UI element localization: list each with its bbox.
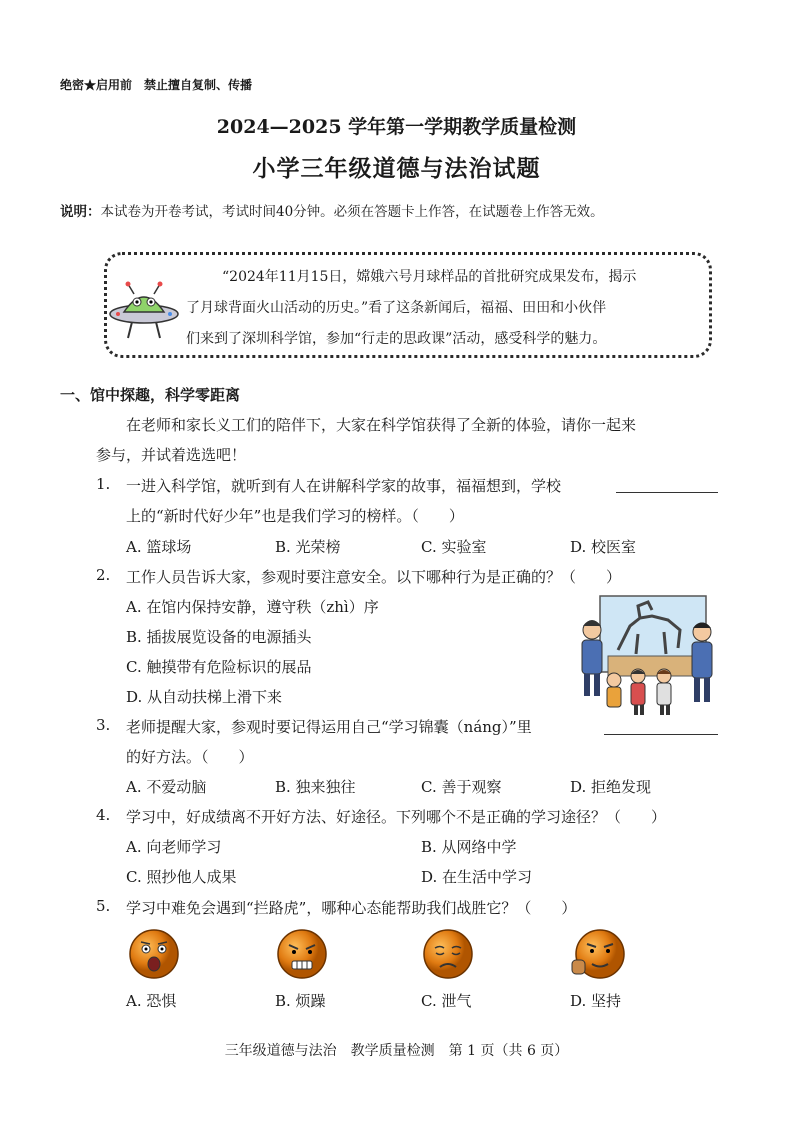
option-c[interactable]: C. 泄气 <box>421 992 472 1010</box>
option-d[interactable]: D. 坚持 <box>570 992 622 1010</box>
option-d[interactable]: D. 拒绝发现 <box>570 778 652 796</box>
museum-visit-illustration <box>578 590 718 720</box>
question-stem: 上的“新时代好少年”也是我们学习的榜样。（ ） <box>126 507 464 525</box>
discouraged-face-icon[interactable] <box>422 928 474 980</box>
option-d[interactable]: D. 校医室 <box>570 538 637 556</box>
section-intro-line: 参与，并试着选选吧！ <box>96 446 247 464</box>
question-number: 2. <box>96 566 111 584</box>
question-number: 1. <box>96 475 111 493</box>
question-number: 5. <box>96 897 111 915</box>
confidential-note: 绝密★启用前 禁止擅自复制、传播 <box>60 78 253 92</box>
option-d[interactable]: D. 从自动扶梯上滑下来 <box>126 688 283 706</box>
fearful-face-icon[interactable] <box>128 928 180 980</box>
option-b[interactable]: B. 从网络中学 <box>421 838 517 856</box>
determined-face-icon[interactable] <box>570 924 626 980</box>
instructions-label: 说明： <box>60 204 101 220</box>
irritated-face-icon[interactable] <box>276 928 328 980</box>
option-d[interactable]: D. 在生活中学习 <box>421 868 533 886</box>
answer-blank[interactable] <box>604 734 718 735</box>
instructions <box>60 200 604 220</box>
option-c[interactable]: C. 实验室 <box>421 538 487 556</box>
story-line: 了月球背面火山活动的历史。”看了这条新闻后，福福、田田和小伙伴 <box>186 300 607 316</box>
question-stem: 学习中难免会遇到“拦路虎”，哪种心态能帮助我们战胜它？（ ） <box>126 899 577 917</box>
option-a[interactable]: A. 在馆内保持安静，遵守秩（zhì）序 <box>126 598 379 616</box>
story-line: “2024年11月15日，嫦娥六号月球样品的首批研究成果发布，揭示 <box>222 269 637 285</box>
question-stem: 学习中，好成绩离不开好方法、好途径。下列哪个不是正确的学习途径？（ ） <box>126 808 667 826</box>
section-intro-line: 在老师和家长义工们的陪伴下，大家在科学馆获得了全新的体验，请你一起来 <box>126 416 637 434</box>
alien-ufo-icon <box>106 280 182 344</box>
option-c[interactable]: C. 触摸带有危险标识的展品 <box>126 658 312 676</box>
page-footer: 三年级道德与法治 教学质量检测 第 1 页（共 6 页） <box>224 1043 569 1059</box>
option-b[interactable]: B. 插拔展览设备的电源插头 <box>126 628 312 646</box>
answer-blank[interactable] <box>616 492 718 493</box>
question-number: 4. <box>96 806 111 824</box>
section-heading: 一、馆中探趣，科学零距离 <box>60 386 241 404</box>
option-c[interactable]: C. 照抄他人成果 <box>126 868 237 886</box>
option-c[interactable]: C. 善于观察 <box>421 778 502 796</box>
question-number: 3. <box>96 716 111 734</box>
option-a[interactable]: A. 不爱动脑 <box>126 778 207 796</box>
option-a[interactable]: A. 篮球场 <box>126 538 192 556</box>
exam-subtitle: 小学三年级道德与法治试题 <box>252 155 541 182</box>
option-a[interactable]: A. 向老师学习 <box>126 838 222 856</box>
question-stem: 老师提醒大家，参观时要记得运用自己“学习锦囊（náng）”里 <box>126 718 532 736</box>
instructions-text: 本试卷为开卷考试，考试时间40分钟。必须在答题卡上作答，在试题卷上作答无效。 <box>100 204 604 220</box>
question-stem: 工作人员告诉大家，参观时要注意安全。以下哪种行为是正确的？（ ） <box>126 568 622 586</box>
question-stem: 的好方法。（ ） <box>126 748 254 766</box>
story-line: 们来到了深圳科学馆，参加“行走的思政课”活动，感受科学的魅力。 <box>186 331 607 347</box>
option-b[interactable]: B. 光荣榜 <box>275 538 341 556</box>
option-b[interactable]: B. 烦躁 <box>275 992 326 1010</box>
option-b[interactable]: B. 独来独往 <box>275 778 356 796</box>
option-a[interactable]: A. 恐惧 <box>126 992 177 1010</box>
question-stem: 一进入科学馆，就听到有人在讲解科学家的故事，福福想到，学校 <box>126 477 562 495</box>
exam-title: 2024—2025 学年第一学期教学质量检测 <box>216 116 577 138</box>
